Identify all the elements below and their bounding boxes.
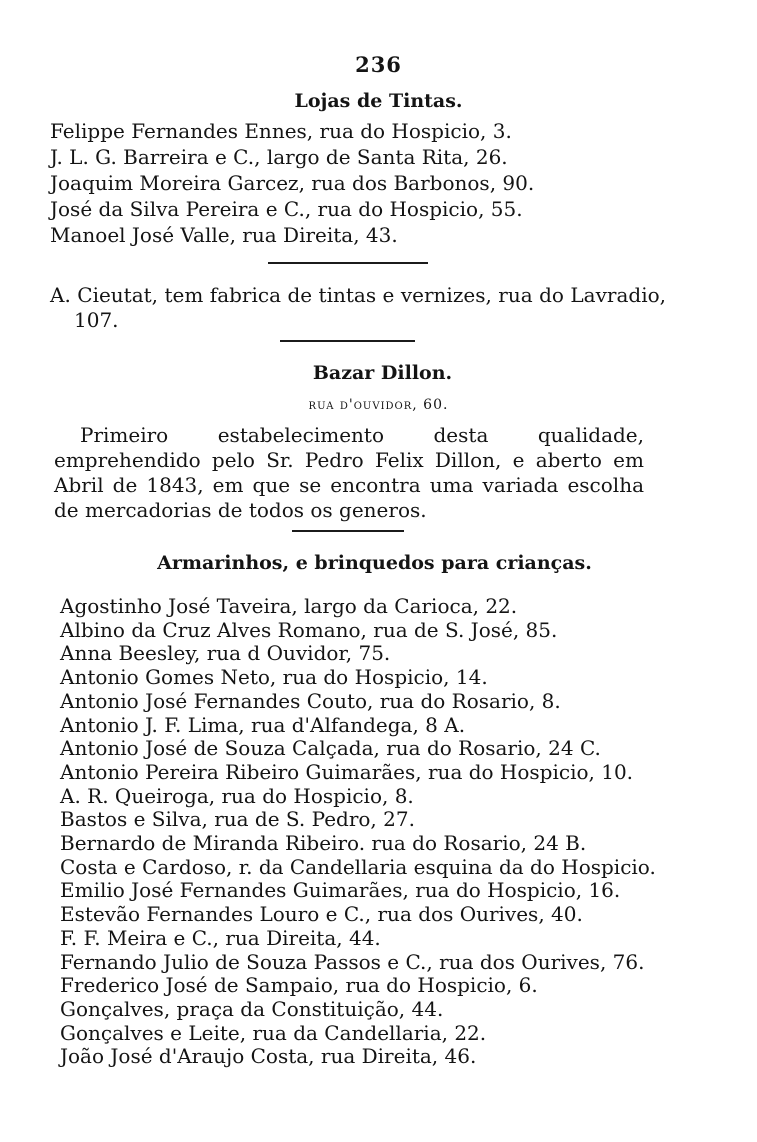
list-item: Antonio José de Souza Calçada, rua do Rosario, 24 C. — [60, 736, 601, 761]
bazar-address — [0, 393, 757, 414]
section-heading-bazar: Bazar Dillon. — [312, 362, 453, 384]
divider — [280, 340, 415, 342]
list-item: João José d'Araujo Costa, rua Direita, 46. — [60, 1044, 477, 1069]
list-item: José da Silva Pereira e C., rua do Hospicio, 55. — [50, 197, 523, 221]
page-number: 236 — [355, 52, 402, 77]
section-heading-lojas: Lojas de Tintas. — [294, 90, 463, 112]
list-item: Fernando Julio de Souza Passos e C., rua dos Ourives, 76. — [60, 949, 645, 974]
divider — [292, 530, 404, 532]
armarinhos-list — [60, 595, 656, 1069]
list-item: Antonio Gomes Neto, rua do Hospicio, 14. — [60, 665, 488, 690]
list-item: A. R. Queiroga, rua do Hospicio, 8. — [60, 783, 414, 808]
list-item: Bastos e Silva, rua de S. Pedro, 27. — [60, 807, 415, 832]
cieutat-paragraph: A. Cieutat, tem fabrica de tintas e vernizes, rua do Lavradio, 107. — [50, 283, 666, 332]
list-item: Frederico José de Sampaio, rua do Hospicio, 6. — [60, 973, 538, 998]
list-item: Joaquim Moreira Garcez, rua dos Barbonos, 90. — [50, 171, 535, 195]
list-item: Antonio Pereira Ribeiro Guimarães, rua do Hospicio, 10. — [60, 759, 634, 784]
list-item: Felippe Fernandes Ennes, rua do Hospicio, 3. — [50, 119, 512, 143]
list-item: Gonçalves e Leite, rua da Candellaria, 22. — [60, 1020, 487, 1045]
list-item: Anna Beesley, rua d Ouvidor, 75. — [60, 641, 391, 666]
list-item: Costa e Cardoso, r. da Candellaria esquina da do Hospicio. — [60, 854, 656, 879]
list-item: F. F. Meira e C., rua Direita, 44. — [60, 925, 381, 950]
list-item: Antonio J. F. Lima, rua d'Alfandega, 8 A. — [60, 712, 466, 737]
list-item: Emilio José Fernandes Guimarães, rua do Hospicio, 16. — [60, 878, 621, 903]
list-item: Estevão Fernandes Louro e C., rua dos Ourives, 40. — [60, 902, 583, 927]
list-item: Albino da Cruz Alves Romano, rua de S. José, 85. — [60, 617, 558, 642]
bazar-address-text: rua d'ouvidor, 60. — [308, 397, 449, 413]
list-item: Gonçalves, praça da Constituição, 44. — [60, 996, 444, 1021]
divider — [268, 262, 428, 264]
list-item: Manoel José Valle, rua Direita, 43. — [50, 223, 398, 247]
lojas-list — [50, 118, 534, 248]
list-item: J. L. G. Barreira e C., largo de Santa Rita, 26. — [50, 145, 508, 169]
section-heading-armarinhos: Armarinhos, e brinquedos para crianças. — [157, 552, 592, 574]
list-item: Antonio José Fernandes Couto, rua do Rosario, 8. — [60, 688, 561, 713]
list-item: Agostinho José Taveira, largo da Carioca, 22. — [60, 594, 518, 618]
bazar-paragraph: Primeiro estabelecimento desta qualidade, emprehendido pelo Sr. Pedro Felix Dillon, e aberto em Abril de 1843, em que se encontra uma variada escolha de mercadorias de todos os generos. — [54, 423, 644, 522]
list-item: Bernardo de Miranda Ribeiro. rua do Rosario, 24 B. — [60, 831, 587, 856]
